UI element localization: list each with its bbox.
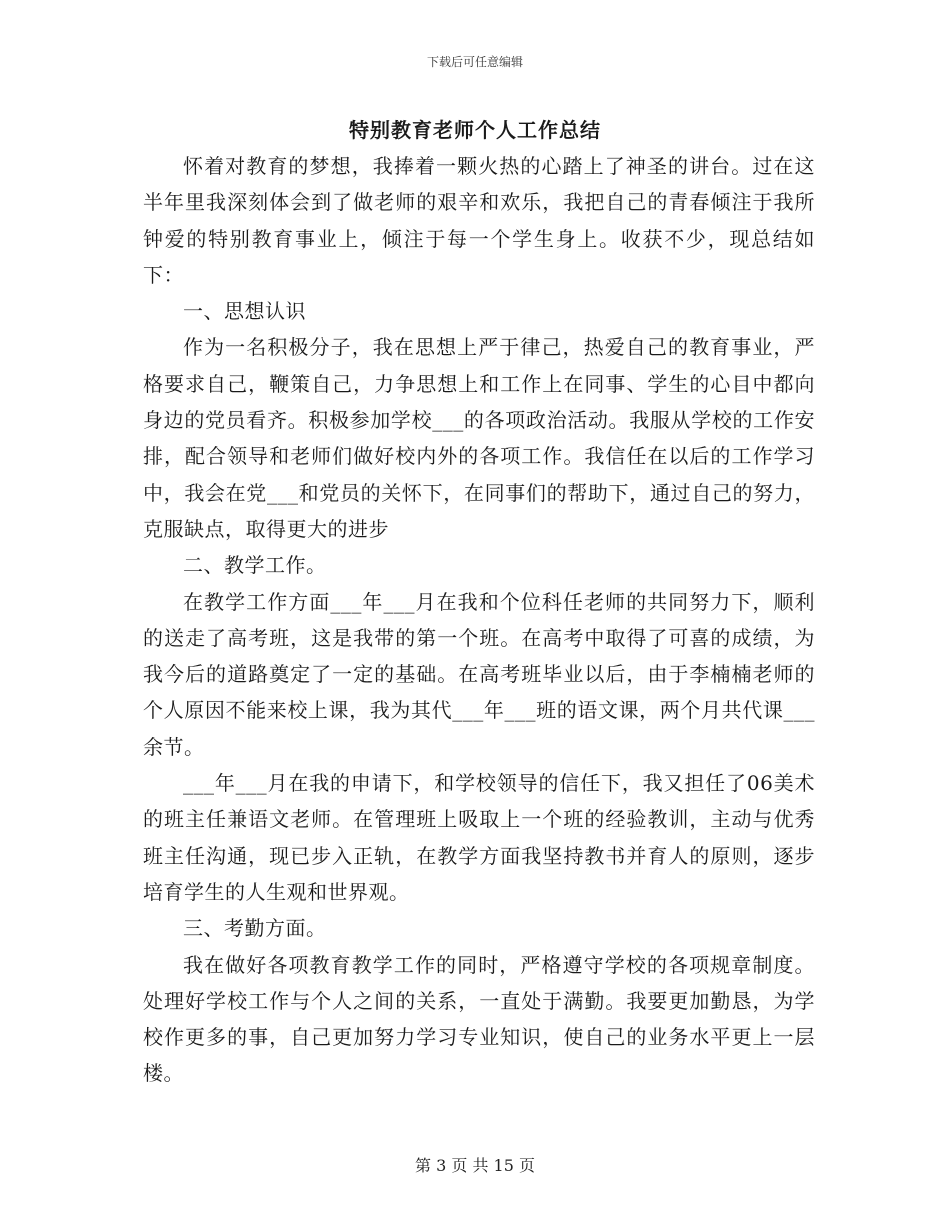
paragraph-thought: 作为一名积极分子，我在思想上严于律己，热爱自己的教育事业，严格要求自己，鞭策自己，力争思想上和工作上在同事、学生的心目中都向身边的党员看齐。积极参加学校___的各项政治活动。我服从学校的工作安排，配合领导和老师们做好校内外的各项工作。我信任在以后的工作学习中，我会在党___和党员的关怀下，在同事们的帮助下，通过自己的努力，克服缺点，取得更大的进步 <box>143 335 815 541</box>
section-heading-thought: 一、思想认识 <box>183 299 306 324</box>
document-body <box>143 148 815 1092</box>
paragraph-teaching-2: ___年___月在我的申请下，和学校领导的信任下，我又担任了06美术的班主任兼语文老师。在管理班上吸取上一个班的经验教训，主动与优秀班主任沟通，现已步入正轨，在教学方面我坚持教书并育人的原则，逐步培育学生的人生观和世界观。 <box>143 771 815 904</box>
paragraph-teaching-1: 在教学工作方面___年___月在我和个位科任老师的共同努力下，顺利的送走了高考班，这是我带的第一个班。在高考中取得了可喜的成绩，为我今后的道路奠定了一定的基础。在高考班毕业以后，由于李楠楠老师的个人原因不能来校上课，我为其代___年___班的语文课，两个月共代课___余节。 <box>143 589 815 759</box>
section-heading-teaching: 二、教学工作。 <box>183 553 327 578</box>
header-note: 下载后可任意编辑 <box>426 55 523 69</box>
page-number: 第 3 页 共 15 页 <box>415 1156 535 1175</box>
paragraph-attendance: 我在做好各项教育教学工作的同时，严格遵守学校的各项规章制度。处理好学校工作与个人之间的关系，一直处于满勤。我要更加勤恳，为学校作更多的事，自己更加努力学习专业知识，使自己的业务水平更上一层楼。 <box>143 952 815 1086</box>
section-heading-attendance: 三、考勤方面。 <box>183 916 327 941</box>
document-title: 特别教育老师个人工作总结 <box>349 118 601 142</box>
paragraph-intro: 怀着对教育的梦想，我捧着一颗火热的心踏上了神圣的讲台。过在这半年里我深刻体会到了做老师的艰辛和欢乐，我把自己的青春倾注于我所钟爱的特别教育事业上，倾注于每一个学生身上。收获不少，现总结如下： <box>143 154 815 287</box>
